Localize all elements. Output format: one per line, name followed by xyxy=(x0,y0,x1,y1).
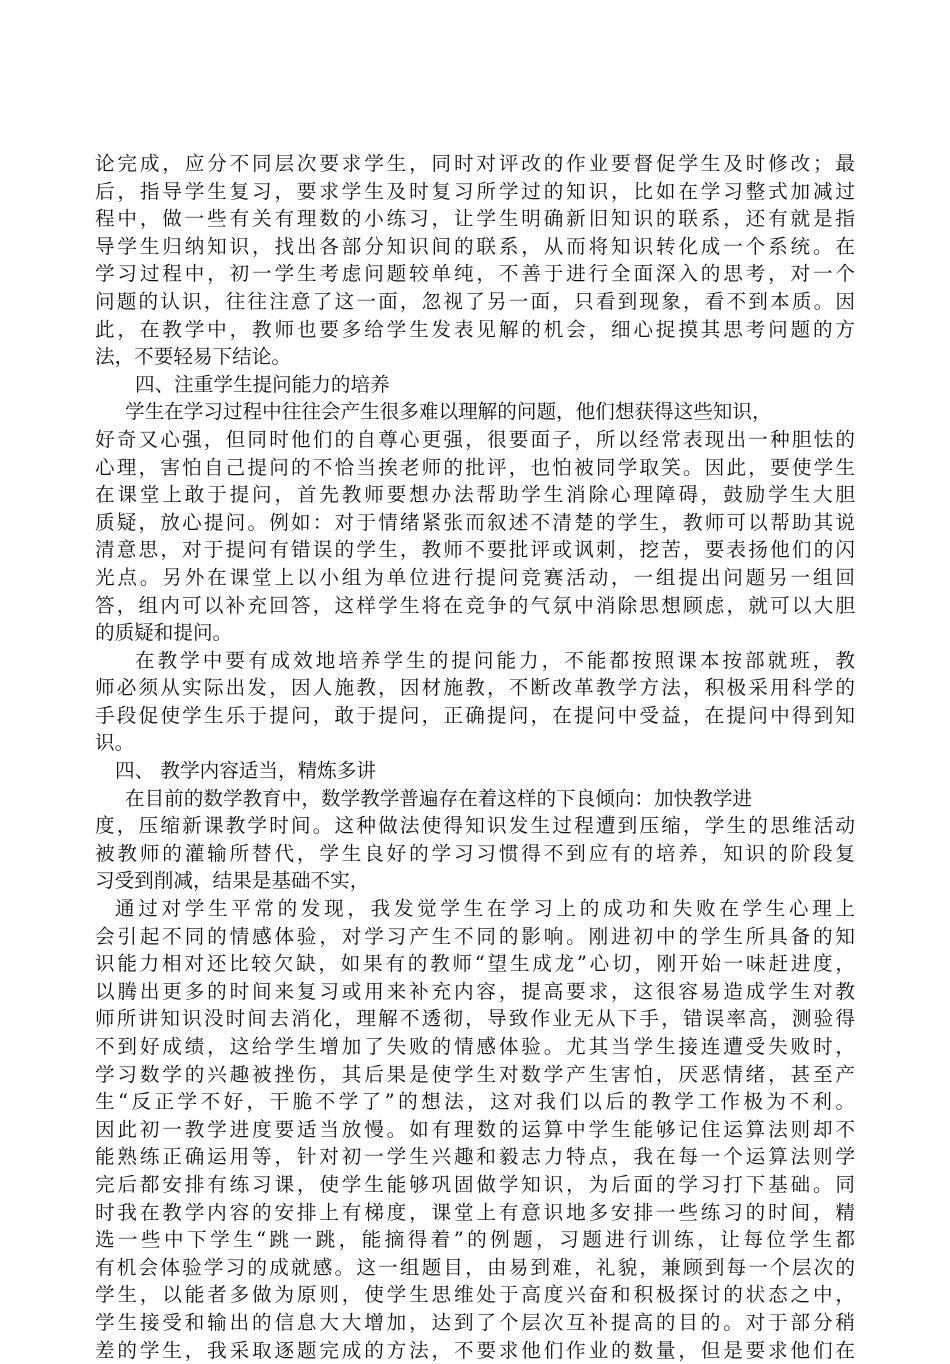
text-line: 生“反正学不好，干脆不学了”的想法，这对我们以后的教学工作极为不利。 xyxy=(95,1090,855,1114)
text-line: 因此初一教学进度要适当放慢。如有理数的运算中学生能够记住运算法则却不 xyxy=(95,1117,855,1141)
text-line: 完后都安排有练习课，使学生能够巩固做学知识，为后面的学习打下基础。同 xyxy=(95,1172,855,1196)
text-line: 四、注重学生提问能力的培养 xyxy=(135,372,390,396)
text-line: 时我在教学内容的安排上有梯度，课堂上有意识地多安排一些练习的时间，精 xyxy=(95,1200,855,1224)
text-line: 师所讲知识没时间去消化，理解不透彻，导致作业无从下手，错误率高，测验得 xyxy=(95,1007,855,1031)
text-line: 不到好成绩，这给学生增加了失败的情感体验。尤其当学生接连遭受失败时， xyxy=(95,1035,855,1058)
text-line: 学习数学的兴趣被挫伤，其后果是使学生对数学产生害怕，厌恶情绪，甚至产 xyxy=(95,1062,855,1086)
text-line: 问题的认识，往往注意了这一面，忽视了另一面，只看到现象，看不到本质。因 xyxy=(95,289,855,313)
text-line: 此，在教学中，教师也要多给学生发表见解的机会，细心捉摸其思考问题的方 xyxy=(95,317,855,341)
text-line: 四、 教学内容适当，精炼多讲 xyxy=(115,759,376,783)
text-line: 在课堂上敢于提问，首先教师要想办法帮助学生消除心理障碍，鼓励学生大胆 xyxy=(95,483,855,507)
text-line: 论完成，应分不同层次要求学生，同时对评改的作业要督促学生及时修改；最 xyxy=(95,152,855,175)
text-line: 导学生归纳知识，找出各部分知识间的联系，从而将知识转化成一个系统。在 xyxy=(95,234,855,258)
text-line: 度，压缩新课教学时间。这种做法使得知识发生过程遭到压缩，学生的思维活动 xyxy=(95,814,855,838)
text-line: 师必须从实际出发，因人施教，因材施教，不断改革教学方法，积极采用科学的 xyxy=(95,676,855,700)
text-line: 能熟练正确运用等，针对初一学生兴趣和毅志力特点，我在每一个运算法则学 xyxy=(95,1145,855,1169)
text-line: 习受到削减，结果是基础不实， xyxy=(95,869,370,893)
text-line: 的质疑和提问。 xyxy=(95,621,233,645)
text-line: 学生接受和输出的信息大大增加，达到了个层次互补提高的目的。对于部分稍 xyxy=(95,1310,855,1334)
text-line: 答，组内可以补充回答，这样学生将在竞争的气氛中消除思想顾虑，就可以大胆 xyxy=(95,593,855,617)
text-line: 程中，做一些有关有理数的小练习，让学生明确新旧知识的联系，还有就是指 xyxy=(95,207,855,231)
text-line: 在教学中要有成效地培养学生的提问能力，不能都按照课本按部就班，教 xyxy=(135,648,855,672)
text-line: 会引起不同的情感体验，对学习产生不同的影响。刚进初中的学生所具备的知 xyxy=(95,924,855,948)
text-line: 差的学生，我采取逐题完成的方法，不要求他们作业的数量，但是要求他们在 xyxy=(95,1338,855,1362)
text-line: 心理，害怕自己提问的不恰当挨老师的批评，也怕被同学取笑。因此，要使学生 xyxy=(95,455,855,479)
text-line: 在目前的数学教育中，数学教学普遍存在着这样的下良倾向：加快教学进 xyxy=(125,786,752,810)
text-line: 后，指导学生复习，要求学生及时复习所学过的知识，比如在学习整式加减过 xyxy=(95,179,855,203)
text-line: 以腾出更多的时间来复习或用来补充内容，提高要求，这很容易造成学生对教 xyxy=(95,979,855,1003)
text-line: 光点。另外在课堂上以小组为单位进行提问竞赛活动，一组提出问题另一组回 xyxy=(95,565,855,589)
text-line: 有机会体验学习的成就感。这一组题目，由易到难，礼貌，兼顾到每一个层次的 xyxy=(95,1255,855,1279)
text-line: 好奇又心强，但同时他们的自尊心更强，很要面子，所以经常表现出一种胆怯的 xyxy=(95,427,855,451)
text-line: 法，不要轻易下结论。 xyxy=(95,345,291,369)
text-line: 识。 xyxy=(95,731,135,755)
document-page xyxy=(95,150,855,1364)
text-line: 学生在学习过程中往往会产生很多难以理解的问题，他们想获得这些知识， xyxy=(125,400,772,424)
text-line: 质疑，放心提问。例如：对于情绪紧张而叙述不清楚的学生，教师可以帮助其说 xyxy=(95,510,855,534)
text-line: 通过对学生平常的发现，我发觉学生在学习上的成功和失败在学生心理上 xyxy=(115,897,855,921)
text-line: 被教师的灌输所替代，学生良好的学习习惯得不到应有的培养，知识的阶段复 xyxy=(95,841,855,865)
text-line: 学生，以能者多做为原则，使学生思维处于高度兴奋和积极探讨的状态之中， xyxy=(95,1283,855,1307)
text-line: 手段促使学生乐于提问，敢于提问，正确提问，在提问中受益，在提问中得到知 xyxy=(95,703,855,727)
text-line: 选一些中下学生“跳一跳，能摘得着”的例题，习题进行训练，让每位学生都 xyxy=(95,1228,855,1252)
text-line: 识能力相对还比较欠缺，如果有的教师“望生成龙”心切，刚开始一味赶进度， xyxy=(95,952,855,976)
text-line: 学习过程中，初一学生考虑问题较单纯，不善于进行全面深入的思考，对一个 xyxy=(95,262,855,286)
text-line: 清意思，对于提问有错误的学生，教师不要批评或讽刺，挖苦，要表扬他们的闪 xyxy=(95,538,855,562)
